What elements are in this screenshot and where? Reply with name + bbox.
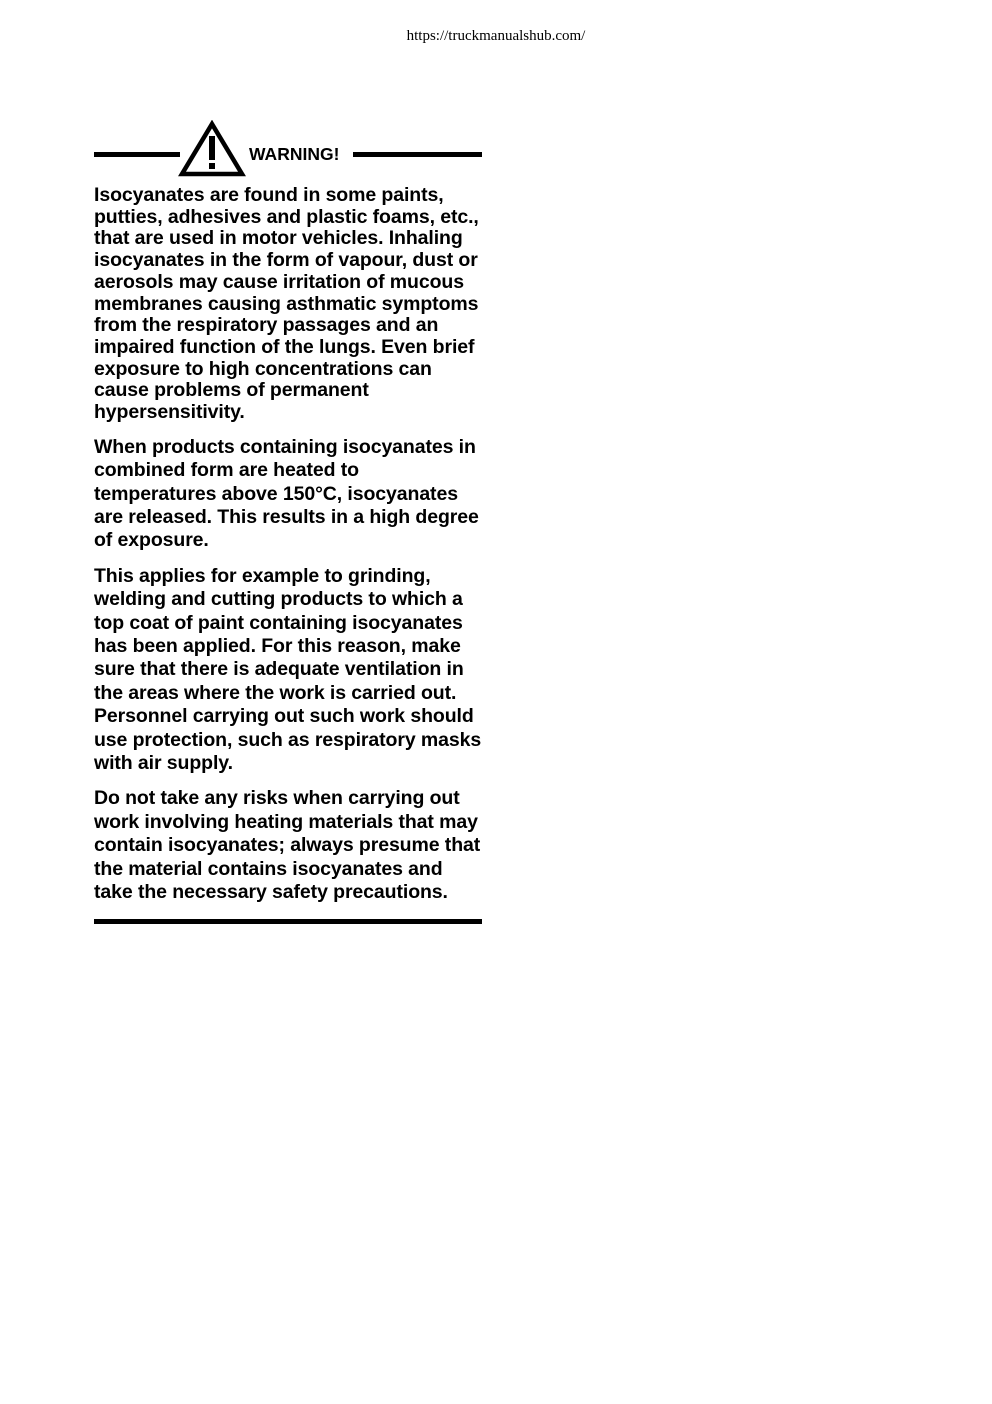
warning-triangle-icon [178, 120, 246, 178]
warning-paragraph: This applies for example to grinding, welding and cutting products to which a top coat of paint containing isocyanates has been applied. For this reason, make sure that there is adequate ventilation in the areas where the work is carried out. Personnel carrying out such work should use protection, such as respiratory masks with air supply. [94, 564, 482, 775]
warning-title: WARNING! [249, 144, 340, 164]
warning-header [94, 120, 482, 178]
page-url[interactable]: https://truckmanualshub.com/ [406, 28, 586, 44]
warning-paragraph: Isocyanates are found in some paints, putties, adhesives and plastic foams, etc., that are used in motor vehicles. Inhaling isocyanates in the form of vapour, dust or aerosols may cause irritation of mucous membranes causing asthmatic symptoms from the respiratory passages and an impaired function of the lungs. Even brief exposure to high concentrations can cause problems of permanent hypersensitivity. [94, 184, 479, 424]
warning-box [94, 120, 482, 924]
warning-paragraph: Do not take any risks when carrying out work involving heating materials that may contain isocyanates; always presume that the material contains isocyanates and take the necessary safety precautions. [94, 787, 481, 904]
warning-rule-right [353, 152, 482, 157]
warning-paragraph: When products containing isocyanates in combined form are heated to temperatures above 150°C, isocyanates are released. This results in a high degree of exposure. [94, 435, 479, 552]
warning-body [94, 185, 482, 904]
warning-rule-bottom [94, 919, 482, 924]
warning-rule-left [94, 152, 180, 157]
